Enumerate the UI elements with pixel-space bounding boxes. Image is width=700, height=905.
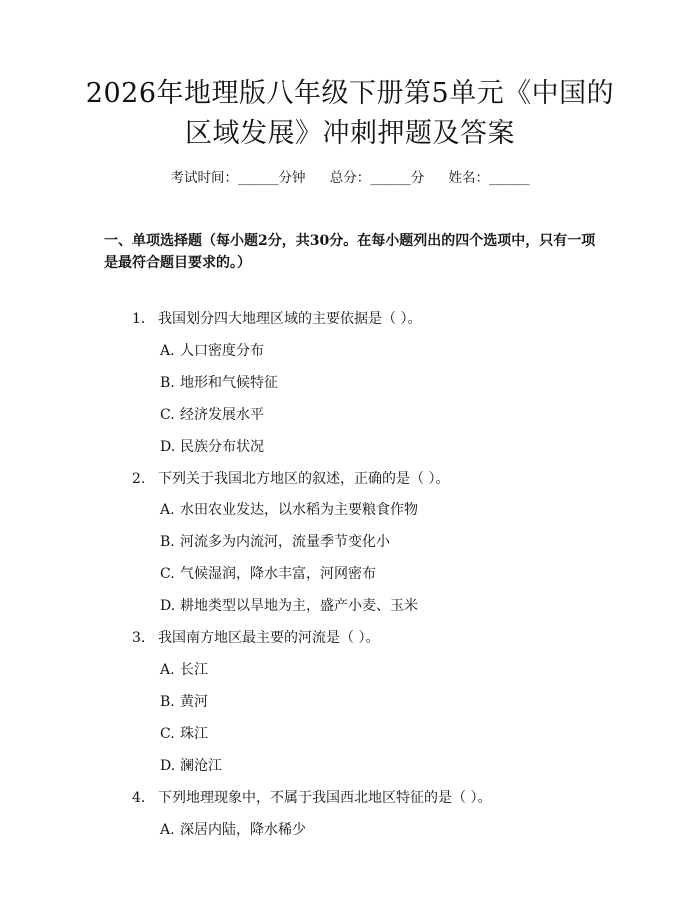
question-text: 下列地理现象中，不属于我国西北地区特征的是（ ）。: [158, 790, 492, 806]
question-3-option-c: [160, 724, 208, 744]
question-text: 我国南方地区最主要的河流是（ ）。: [158, 630, 380, 646]
question-3-option-a: [160, 660, 208, 680]
option-letter: D.: [160, 598, 176, 614]
question-1: [132, 309, 421, 329]
option-letter: A.: [160, 662, 175, 678]
exam-time: 考试时间：______分钟: [170, 170, 306, 186]
question-1-option-c: [160, 405, 264, 425]
option-text: 黄河: [180, 694, 208, 710]
question-2-option-b: [160, 532, 390, 552]
exam-meta: [0, 168, 700, 188]
title-line-1: 2026年地理版八年级下册第5单元《中国的: [85, 78, 615, 109]
question-4: [132, 788, 491, 808]
option-text: 深居内陆，降水稀少: [180, 822, 306, 838]
option-letter: D.: [160, 758, 176, 774]
question-3: [132, 628, 379, 648]
question-4-option-a: [160, 820, 306, 840]
question-3-option-d: [160, 756, 222, 776]
option-text: 人口密度分布: [180, 343, 264, 359]
section-heading-line-1: 一、单项选择题（每小题2分，共30分。在每小题列出的四个选项中，只有一项: [104, 233, 596, 249]
option-letter: B.: [160, 375, 175, 391]
question-3-option-b: [160, 692, 208, 712]
option-letter: B.: [160, 534, 175, 550]
option-letter: C.: [160, 566, 175, 582]
question-2: [132, 469, 449, 489]
question-1-option-d: [160, 437, 264, 457]
question-1-option-a: [160, 341, 264, 361]
option-letter: A.: [160, 502, 175, 518]
option-text: 长江: [180, 662, 208, 678]
page-title: [0, 74, 700, 154]
question-2-option-a: [160, 500, 418, 520]
title-line-2: 区域发展》冲刺押题及答案: [185, 118, 515, 149]
option-letter: A.: [160, 343, 175, 359]
question-2-option-d: [160, 596, 418, 616]
option-letter: D.: [160, 439, 176, 455]
question-number: 1.: [132, 311, 146, 327]
option-text: 水田农业发达，以水稻为主要粮食作物: [180, 502, 418, 518]
option-text: 经济发展水平: [180, 407, 264, 423]
option-letter: A.: [160, 822, 175, 838]
option-text: 民族分布状况: [180, 439, 264, 455]
option-letter: C.: [160, 726, 175, 742]
option-text: 珠江: [180, 726, 208, 742]
option-text: 澜沧江: [180, 758, 222, 774]
question-number: 4.: [132, 790, 146, 806]
option-text: 河流多为内流河，流量季节变化小: [180, 534, 390, 550]
question-2-option-c: [160, 564, 376, 584]
option-letter: B.: [160, 694, 175, 710]
question-text: 我国划分四大地理区域的主要依据是（ ）。: [158, 311, 422, 327]
question-1-option-b: [160, 373, 278, 393]
exam-score: 总分：______分: [329, 170, 425, 186]
exam-name: 姓名：______: [448, 170, 530, 186]
option-text: 地形和气候特征: [180, 375, 278, 391]
question-number: 3.: [132, 630, 146, 646]
section-heading: [104, 230, 604, 274]
option-text: 耕地类型以旱地为主，盛产小麦、玉米: [180, 598, 418, 614]
question-number: 2.: [132, 471, 146, 487]
option-text: 气候湿润，降水丰富，河网密布: [180, 566, 376, 582]
question-text: 下列关于我国北方地区的叙述，正确的是（ ）。: [158, 471, 450, 487]
section-heading-line-2: 是最符合题目要求的。）: [104, 255, 251, 271]
option-letter: C.: [160, 407, 175, 423]
